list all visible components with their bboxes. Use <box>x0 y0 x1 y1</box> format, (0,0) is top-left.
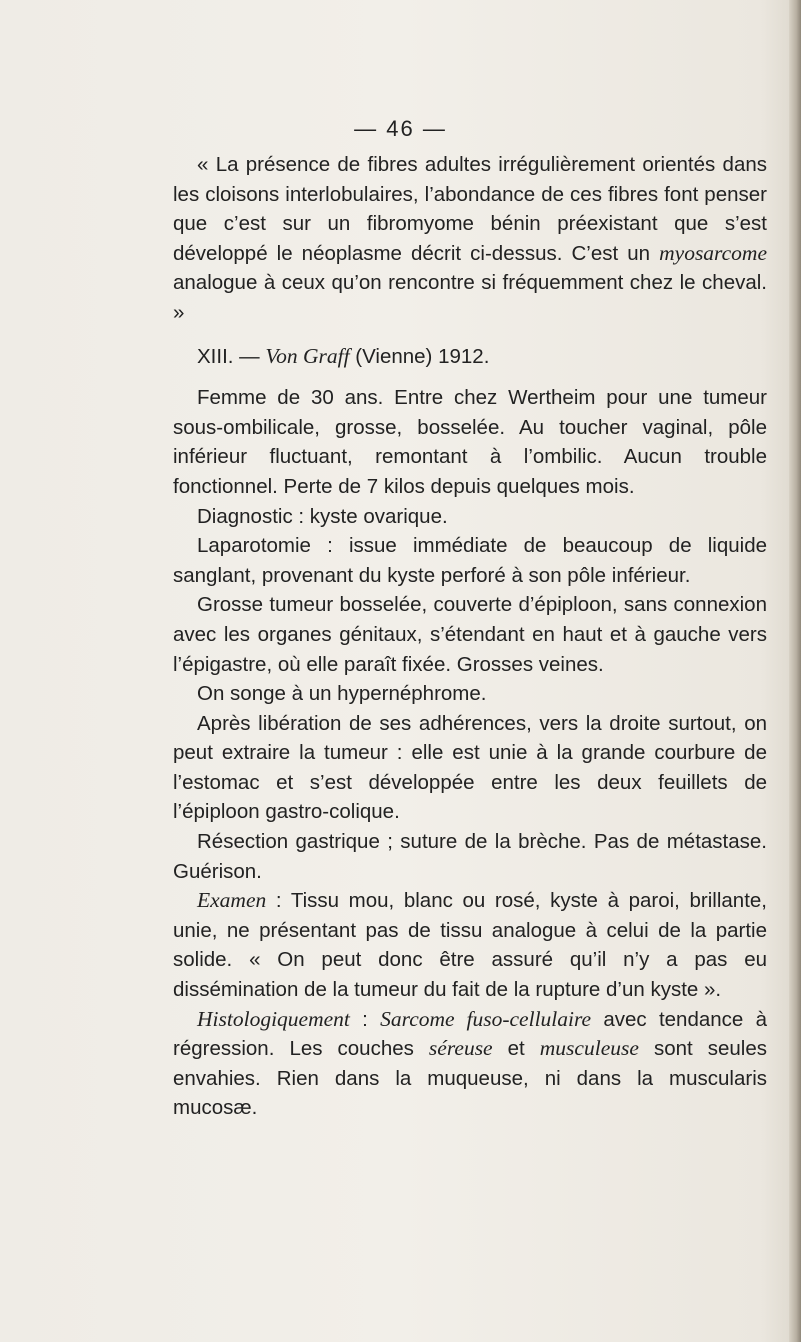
quote-paragraph <box>173 150 767 328</box>
case-author: Von Graff <box>265 343 350 368</box>
paragraph-5: On songe à un hypernéphrome. <box>197 682 487 706</box>
examen-text: : Tissu mou, blanc ou rosé, kyste à paroi, brillante, unie, ne présentant pas de tissu analogue à celui de la partie solide. « On peut donc être assuré qu’il n’y a pas eu dissémination de la tumeur du fait de la rupture d’un kyste ». <box>173 889 767 1002</box>
paragraph-8 <box>173 886 767 1004</box>
paragraph-9 <box>173 1005 767 1123</box>
page-edge <box>789 0 801 1342</box>
histology-sep: : <box>349 1007 381 1031</box>
histology-term-sereuse: séreuse <box>428 1036 493 1061</box>
case-heading <box>173 342 767 372</box>
histology-label: Histologiquement <box>197 1006 350 1031</box>
histology-term-musculeuse: musculeuse <box>539 1036 639 1061</box>
paragraph-4: Grosse tumeur bosselée, couverte d’épiploon, sans connexion avec les organes génitaux, s’étendant en haut et à gauche vers l’épigastre, où elle paraît fixée. Grosses veines. <box>173 593 767 676</box>
paragraph-7: Résection gastrique ; suture de la brèche. Pas de métastase. Guérison. <box>173 830 767 883</box>
case-place: (Vienne) 1912. <box>349 344 490 368</box>
paragraph-1: Femme de 30 ans. Entre chez Wertheim pour une tumeur sous-ombilicale, grosse, bosselée. Au toucher vaginal, pôle inférieur fluctuant, remontant à l’ombilic. Aucun trouble fonctionnel. Perte de 7 kilos depuis quelques mois. <box>173 386 767 498</box>
paragraph-3: Laparotomie : issue immédiate de beaucoup de liquide sanglant, provenant du kyste perforé à son pôle inférieur. <box>173 534 767 587</box>
body-text <box>173 150 767 1123</box>
quote-text: « La présence de fibres adultes irrégulièrement orientés dans les cloisons interlobulaires, l’abondance de ces fibres font penser que c’est sur un fibromyome bénin préexistant que s’est développé le néoplasme décrit ci-dessus. C’est un <box>173 153 767 265</box>
examen-label: Examen <box>197 888 267 913</box>
page-number: — 46 — <box>354 116 447 141</box>
histology-text-2: et <box>492 1037 540 1061</box>
quote-italic: myosarcome <box>659 240 767 265</box>
case-number: XIII. — <box>197 344 266 368</box>
paragraph-6: Après libération de ses adhérences, vers la droite surtout, on peut extraire la tumeur : elle est unie à la grande courbure de l’estomac et s’est développée entre les deux feuillets de l’épiploon gastro-colique. <box>173 711 767 824</box>
quote-end: analogue à ceux qu’on rencontre si fréquemment chez le cheval. » <box>173 271 767 324</box>
histology-text-3: sont seules envahies. Rien dans la muqueuse, ni dans la muscularis mucosæ. <box>173 1037 767 1120</box>
histology-text-1: avec tendance à régression. Les couches <box>173 1007 767 1061</box>
histology-diagnosis: Sarcome fuso-cellulaire <box>380 1006 592 1031</box>
paragraph-2: Diagnostic : kyste ovarique. <box>197 504 448 528</box>
